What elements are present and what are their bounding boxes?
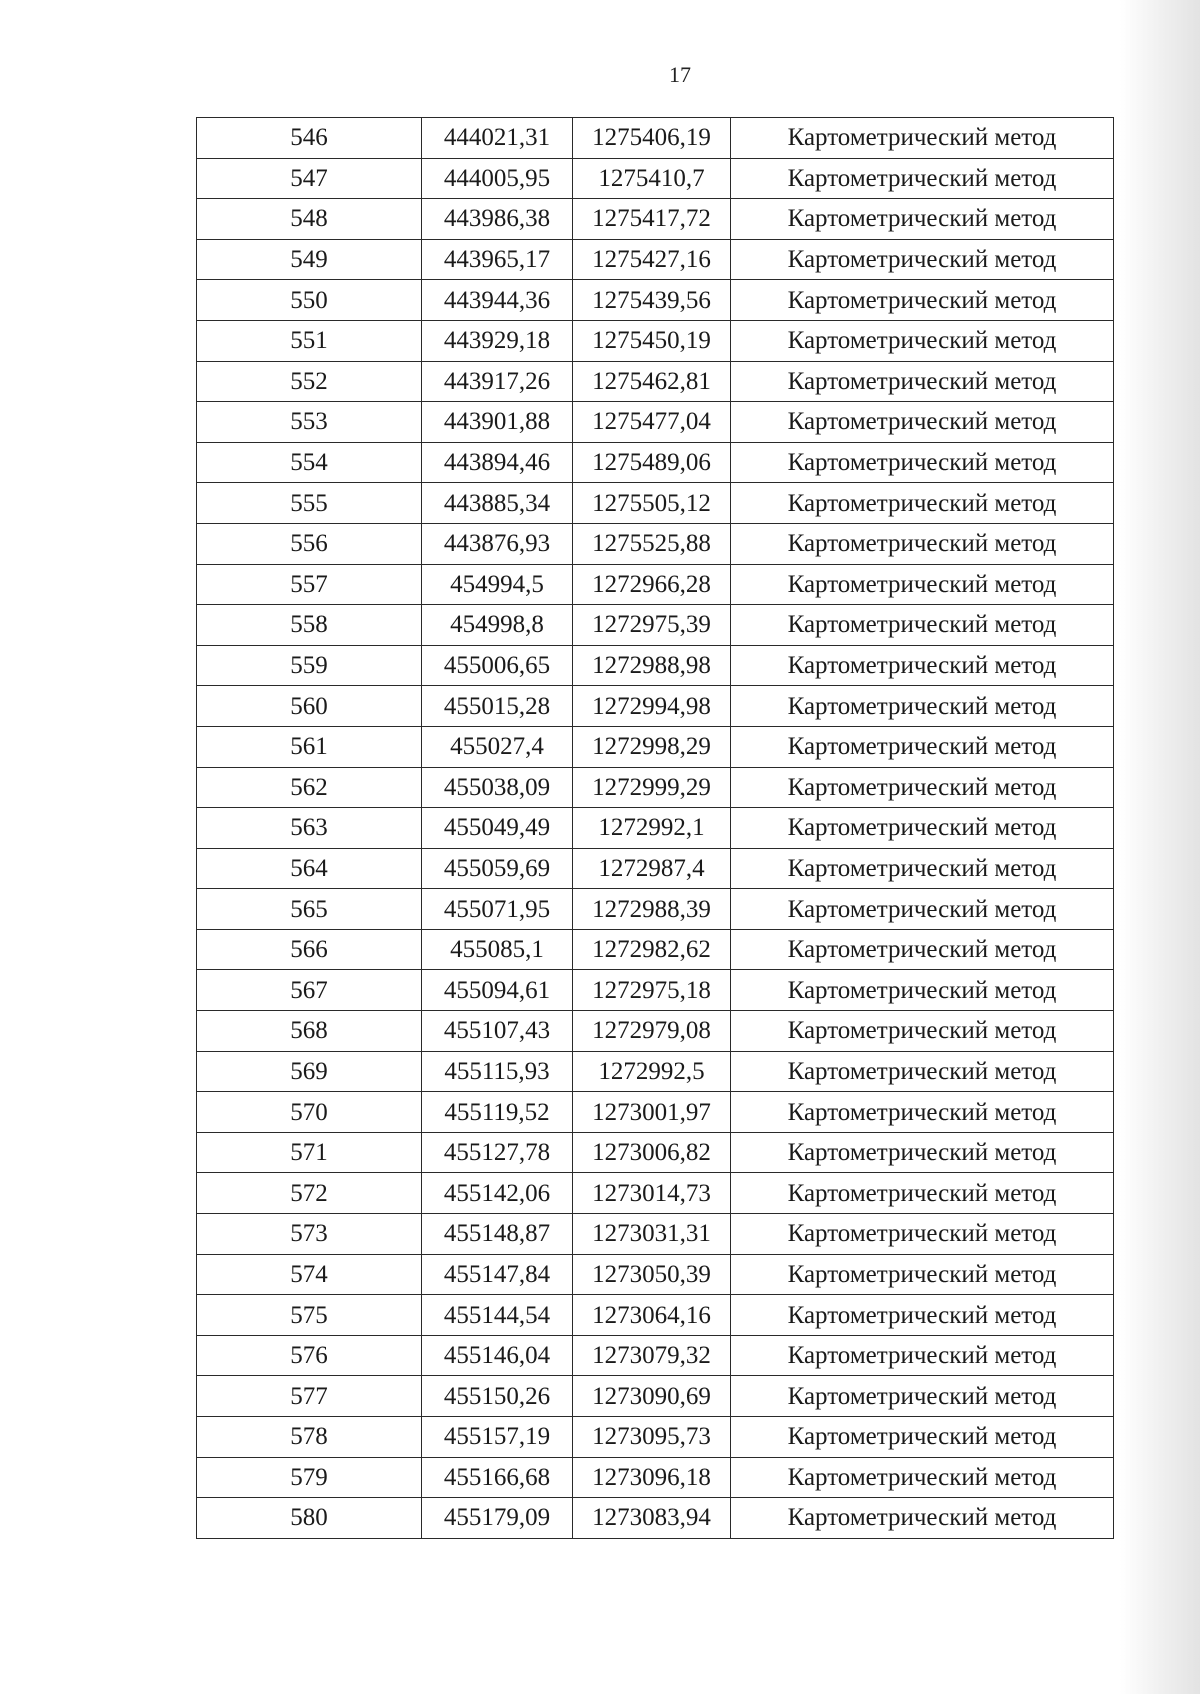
table-row (197, 970, 1114, 1011)
point-number-cell: 556 (197, 523, 422, 564)
y-coordinate-cell: 1275505,12 (573, 483, 731, 524)
y-coordinate-cell: 1272992,1 (573, 808, 731, 849)
x-coordinate-cell: 443894,46 (422, 442, 573, 483)
method-cell: Картометрический метод (731, 1417, 1114, 1458)
method-cell: Картометрический метод (731, 1457, 1114, 1498)
point-number-cell: 549 (197, 239, 422, 280)
x-coordinate-cell: 443885,34 (422, 483, 573, 524)
method-cell: Картометрический метод (731, 1173, 1114, 1214)
point-number-cell: 573 (197, 1214, 422, 1255)
y-coordinate-cell: 1272975,18 (573, 970, 731, 1011)
x-coordinate-cell: 455119,52 (422, 1092, 573, 1133)
method-cell: Картометрический метод (731, 726, 1114, 767)
point-number-cell: 554 (197, 442, 422, 483)
point-number-cell: 557 (197, 564, 422, 605)
y-coordinate-cell: 1273031,31 (573, 1214, 731, 1255)
x-coordinate-cell: 455150,26 (422, 1376, 573, 1417)
method-cell: Картометрический метод (731, 1376, 1114, 1417)
x-coordinate-cell: 454994,5 (422, 564, 573, 605)
x-coordinate-cell: 455027,4 (422, 726, 573, 767)
table-row (197, 605, 1114, 646)
method-cell: Картометрический метод (731, 402, 1114, 443)
x-coordinate-cell: 455049,49 (422, 808, 573, 849)
x-coordinate-cell: 455147,84 (422, 1254, 573, 1295)
point-number-cell: 548 (197, 199, 422, 240)
method-cell: Картометрический метод (731, 199, 1114, 240)
table-row (197, 442, 1114, 483)
x-coordinate-cell: 455166,68 (422, 1457, 573, 1498)
y-coordinate-cell: 1275525,88 (573, 523, 731, 564)
x-coordinate-cell: 455144,54 (422, 1295, 573, 1336)
table-row (197, 726, 1114, 767)
method-cell: Картометрический метод (731, 280, 1114, 321)
point-number-cell: 568 (197, 1011, 422, 1052)
table-row (197, 1173, 1114, 1214)
method-cell: Картометрический метод (731, 889, 1114, 930)
table-row (197, 1417, 1114, 1458)
table-row (197, 808, 1114, 849)
x-coordinate-cell: 454998,8 (422, 605, 573, 646)
y-coordinate-cell: 1272994,98 (573, 686, 731, 727)
y-coordinate-cell: 1275450,19 (573, 320, 731, 361)
x-coordinate-cell: 455059,69 (422, 848, 573, 889)
method-cell: Картометрический метод (731, 361, 1114, 402)
y-coordinate-cell: 1272979,08 (573, 1011, 731, 1052)
method-cell: Картометрический метод (731, 1132, 1114, 1173)
y-coordinate-cell: 1275410,7 (573, 158, 731, 199)
x-coordinate-cell: 455107,43 (422, 1011, 573, 1052)
table-row (197, 320, 1114, 361)
y-coordinate-cell: 1275477,04 (573, 402, 731, 443)
y-coordinate-cell: 1272998,29 (573, 726, 731, 767)
method-cell: Картометрический метод (731, 442, 1114, 483)
y-coordinate-cell: 1273006,82 (573, 1132, 731, 1173)
y-coordinate-cell: 1275417,72 (573, 199, 731, 240)
method-cell: Картометрический метод (731, 808, 1114, 849)
y-coordinate-cell: 1272988,98 (573, 645, 731, 686)
point-number-cell: 552 (197, 361, 422, 402)
point-number-cell: 566 (197, 929, 422, 970)
method-cell: Картометрический метод (731, 320, 1114, 361)
coordinates-table (196, 117, 1114, 1539)
x-coordinate-cell: 443917,26 (422, 361, 573, 402)
table-row (197, 1335, 1114, 1376)
method-cell: Картометрический метод (731, 158, 1114, 199)
method-cell: Картометрический метод (731, 1498, 1114, 1539)
point-number-cell: 551 (197, 320, 422, 361)
method-cell: Картометрический метод (731, 1335, 1114, 1376)
x-coordinate-cell: 455071,95 (422, 889, 573, 930)
table-row (197, 1498, 1114, 1539)
y-coordinate-cell: 1273001,97 (573, 1092, 731, 1133)
method-cell: Картометрический метод (731, 1295, 1114, 1336)
y-coordinate-cell: 1272982,62 (573, 929, 731, 970)
y-coordinate-cell: 1272992,5 (573, 1051, 731, 1092)
y-coordinate-cell: 1273050,39 (573, 1254, 731, 1295)
y-coordinate-cell: 1275427,16 (573, 239, 731, 280)
point-number-cell: 578 (197, 1417, 422, 1458)
coordinates-table-body (197, 118, 1114, 1539)
point-number-cell: 572 (197, 1173, 422, 1214)
point-number-cell: 546 (197, 118, 422, 159)
y-coordinate-cell: 1275439,56 (573, 280, 731, 321)
point-number-cell: 579 (197, 1457, 422, 1498)
x-coordinate-cell: 455085,1 (422, 929, 573, 970)
method-cell: Картометрический метод (731, 767, 1114, 808)
page-number: 17 (669, 62, 691, 87)
method-cell: Картометрический метод (731, 118, 1114, 159)
point-number-cell: 560 (197, 686, 422, 727)
x-coordinate-cell: 455146,04 (422, 1335, 573, 1376)
point-number-cell: 561 (197, 726, 422, 767)
point-number-cell: 547 (197, 158, 422, 199)
table-row (197, 361, 1114, 402)
y-coordinate-cell: 1273064,16 (573, 1295, 731, 1336)
y-coordinate-cell: 1272966,28 (573, 564, 731, 605)
y-coordinate-cell: 1272975,39 (573, 605, 731, 646)
method-cell: Картометрический метод (731, 686, 1114, 727)
method-cell: Картометрический метод (731, 1214, 1114, 1255)
table-row (197, 645, 1114, 686)
x-coordinate-cell: 455115,93 (422, 1051, 573, 1092)
table-row (197, 402, 1114, 443)
y-coordinate-cell: 1272988,39 (573, 889, 731, 930)
method-cell: Картометрический метод (731, 1092, 1114, 1133)
table-row (197, 889, 1114, 930)
x-coordinate-cell: 455179,09 (422, 1498, 573, 1539)
x-coordinate-cell: 455127,78 (422, 1132, 573, 1173)
table-row (197, 767, 1114, 808)
y-coordinate-cell: 1275489,06 (573, 442, 731, 483)
y-coordinate-cell: 1273096,18 (573, 1457, 731, 1498)
method-cell: Картометрический метод (731, 605, 1114, 646)
point-number-cell: 558 (197, 605, 422, 646)
method-cell: Картометрический метод (731, 970, 1114, 1011)
table-row (197, 199, 1114, 240)
method-cell: Картометрический метод (731, 645, 1114, 686)
table-row (197, 1214, 1114, 1255)
x-coordinate-cell: 444021,31 (422, 118, 573, 159)
method-cell: Картометрический метод (731, 483, 1114, 524)
table-row (197, 483, 1114, 524)
x-coordinate-cell: 455015,28 (422, 686, 573, 727)
point-number-cell: 567 (197, 970, 422, 1011)
table-row (197, 1051, 1114, 1092)
y-coordinate-cell: 1273090,69 (573, 1376, 731, 1417)
y-coordinate-cell: 1275406,19 (573, 118, 731, 159)
x-coordinate-cell: 455148,87 (422, 1214, 573, 1255)
x-coordinate-cell: 455142,06 (422, 1173, 573, 1214)
method-cell: Картометрический метод (731, 1011, 1114, 1052)
x-coordinate-cell: 455094,61 (422, 970, 573, 1011)
x-coordinate-cell: 443876,93 (422, 523, 573, 564)
y-coordinate-cell: 1275462,81 (573, 361, 731, 402)
point-number-cell: 576 (197, 1335, 422, 1376)
method-cell: Картометрический метод (731, 523, 1114, 564)
point-number-cell: 555 (197, 483, 422, 524)
y-coordinate-cell: 1272987,4 (573, 848, 731, 889)
table-row (197, 564, 1114, 605)
point-number-cell: 571 (197, 1132, 422, 1173)
table-row (197, 280, 1114, 321)
point-number-cell: 580 (197, 1498, 422, 1539)
table-row (197, 158, 1114, 199)
y-coordinate-cell: 1272999,29 (573, 767, 731, 808)
point-number-cell: 577 (197, 1376, 422, 1417)
x-coordinate-cell: 443944,36 (422, 280, 573, 321)
table-row (197, 1092, 1114, 1133)
x-coordinate-cell: 443986,38 (422, 199, 573, 240)
method-cell: Картометрический метод (731, 929, 1114, 970)
method-cell: Картометрический метод (731, 1051, 1114, 1092)
y-coordinate-cell: 1273079,32 (573, 1335, 731, 1376)
point-number-cell: 564 (197, 848, 422, 889)
method-cell: Картометрический метод (731, 564, 1114, 605)
point-number-cell: 553 (197, 402, 422, 443)
point-number-cell: 563 (197, 808, 422, 849)
method-cell: Картометрический метод (731, 1254, 1114, 1295)
table-row (197, 1295, 1114, 1336)
point-number-cell: 562 (197, 767, 422, 808)
y-coordinate-cell: 1273014,73 (573, 1173, 731, 1214)
table-row (197, 1011, 1114, 1052)
point-number-cell: 574 (197, 1254, 422, 1295)
table-row (197, 1376, 1114, 1417)
point-number-cell: 570 (197, 1092, 422, 1133)
y-coordinate-cell: 1273083,94 (573, 1498, 731, 1539)
table-row (197, 929, 1114, 970)
table-row (197, 686, 1114, 727)
point-number-cell: 565 (197, 889, 422, 930)
table-row (197, 118, 1114, 159)
x-coordinate-cell: 443901,88 (422, 402, 573, 443)
table-row (197, 1254, 1114, 1295)
x-coordinate-cell: 455038,09 (422, 767, 573, 808)
table-row (197, 848, 1114, 889)
table-row (197, 1457, 1114, 1498)
point-number-cell: 575 (197, 1295, 422, 1336)
table-row (197, 239, 1114, 280)
x-coordinate-cell: 455006,65 (422, 645, 573, 686)
y-coordinate-cell: 1273095,73 (573, 1417, 731, 1458)
point-number-cell: 559 (197, 645, 422, 686)
x-coordinate-cell: 443965,17 (422, 239, 573, 280)
method-cell: Картометрический метод (731, 848, 1114, 889)
scan-shadow-edge (1120, 0, 1200, 1694)
point-number-cell: 569 (197, 1051, 422, 1092)
x-coordinate-cell: 443929,18 (422, 320, 573, 361)
point-number-cell: 550 (197, 280, 422, 321)
x-coordinate-cell: 444005,95 (422, 158, 573, 199)
x-coordinate-cell: 455157,19 (422, 1417, 573, 1458)
table-row (197, 1132, 1114, 1173)
method-cell: Картометрический метод (731, 239, 1114, 280)
table-row (197, 523, 1114, 564)
